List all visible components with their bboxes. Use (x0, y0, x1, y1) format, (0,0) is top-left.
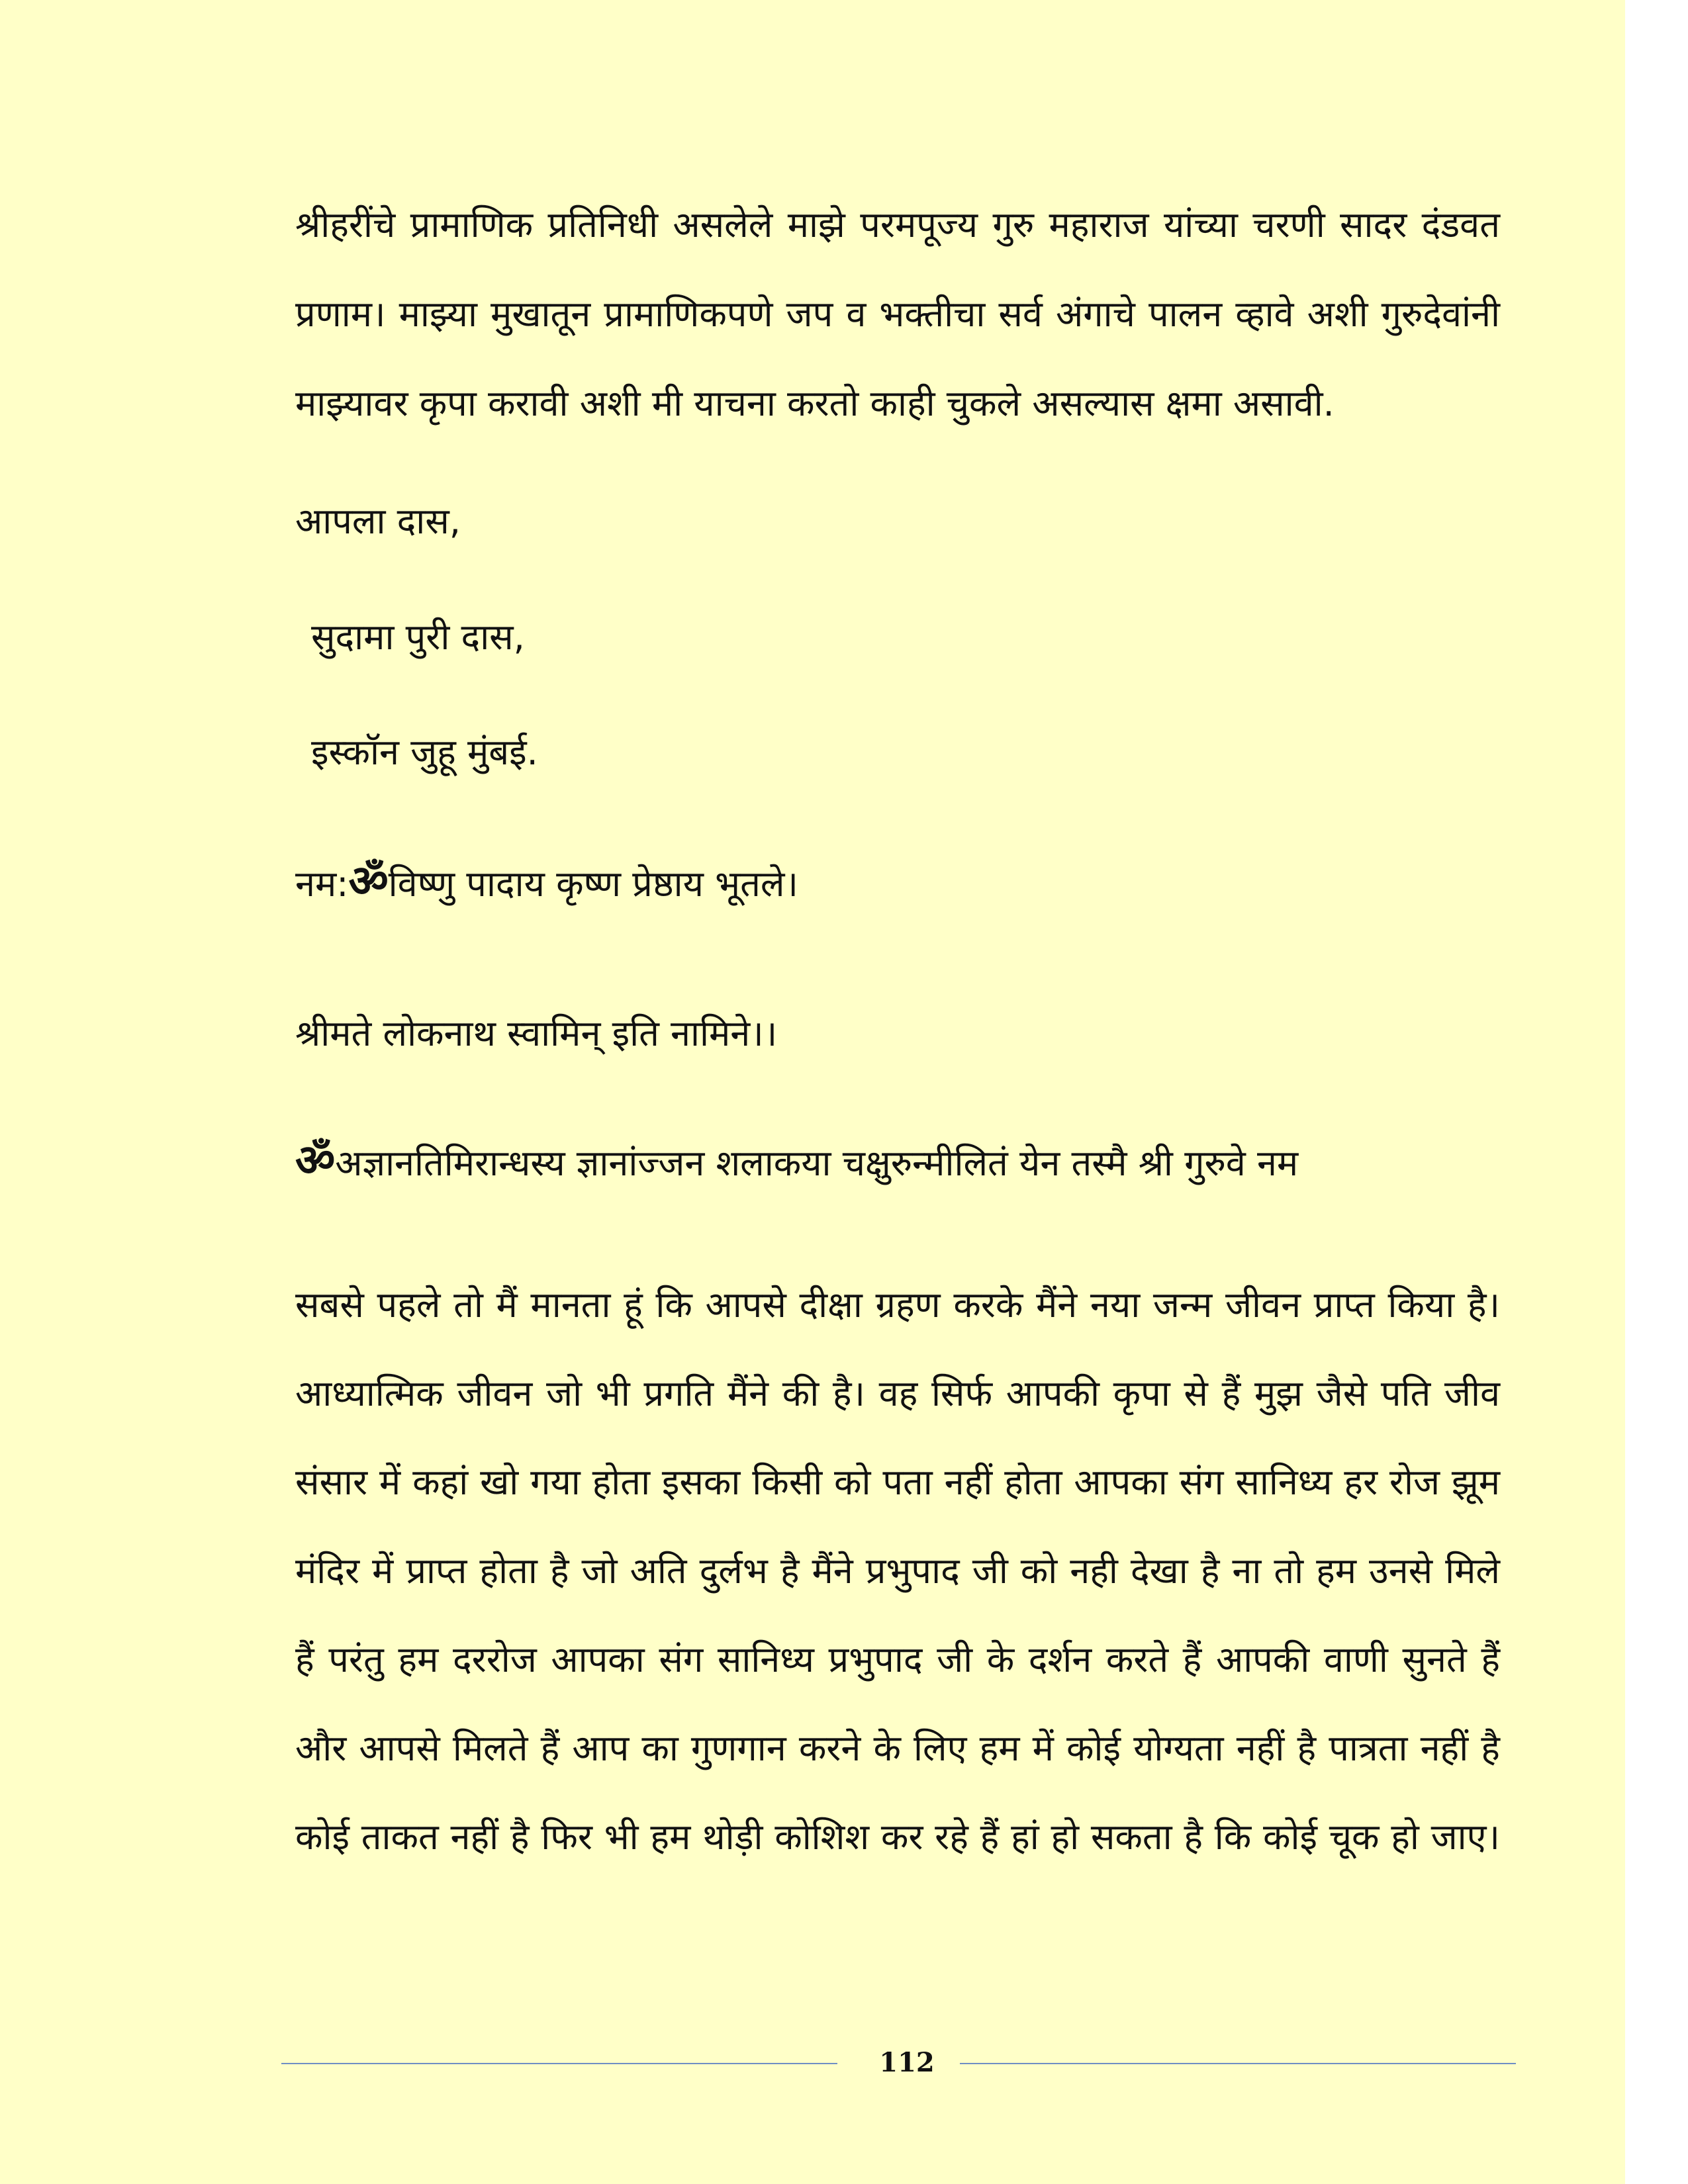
marathi-line-1: श्रीहरींचे प्रामाणिक प्रतिनिधी असलेले माझे परमपूज्य गुरु महाराज यांच्या चरणी सादर दंडवत (295, 204, 1500, 246)
hindi-line-1: सबसे पहले तो मैं मानता हूं कि आपसे दीक्षा ग्रहण करके मैंने नया जन्म जीवन प्राप्त किया है। (295, 1284, 1500, 1326)
om-symbol-icon: ॐ (348, 856, 389, 907)
hindi-line-6: और आपसे मिलते हैं आप का गुणगान करने के लिए हम में कोई योग्यता नहीं है पात्रता नहीं है (295, 1727, 1500, 1769)
page-number: 112 (879, 2047, 935, 2078)
hindi-line-3: संसार में कहां खो गया होता इसका किसी को पता नहीं होता आपका संग सानिध्य हर रोज झूम (295, 1461, 1500, 1503)
signature-name: सुदामा पुरी दास, (311, 616, 525, 658)
signature-closing: आपला दास, (295, 500, 461, 542)
mantra-line-1 (295, 855, 798, 911)
mantra-line-2: श्रीमते लोकनाथ स्वामिन् इति नामिने।। (295, 1013, 778, 1054)
hindi-line-7: कोई ताकत नहीं है फिर भी हम थोड़ी कोशिश कर रहे हैं हां हो सकता है कि कोई चूक हो जाए। (295, 1816, 1500, 1858)
footer-rule-left (281, 2063, 837, 2064)
marathi-line-2: प्रणाम। माझ्या मुखातून प्रामाणिकपणे जप व भक्तीचा सर्व अंगाचे पालन व्हावे अशी गुरुदेवांनी (295, 293, 1500, 335)
mantra-1-text: विष्णु पादाय कृष्ण प्रेष्ठाय भूतले। (388, 863, 798, 905)
om-symbol-icon: ॐ (295, 1135, 336, 1186)
mantra-1-prefix: नम: (295, 863, 349, 905)
hindi-line-4: मंदिर में प्राप्त होता है जो अति दुर्लभ है मैंने प्रभुपाद जी को नही देखा है ना तो हम उनसे मिले (295, 1550, 1500, 1592)
hindi-line-5: हैं परंतु हम दररोज आपका संग सानिध्य प्रभुपाद जी के दर्शन करते हैं आपकी वाणी सुनते हैं (295, 1639, 1500, 1680)
signature-place: इस्कॉन जुहू मुंबई. (311, 731, 538, 773)
mantra-line-3 (295, 1134, 1298, 1190)
marathi-line-3: माझ्यावर कृपा करावी अशी मी याचना करतो काही चुकले असल्यास क्षमा असावी. (295, 383, 1335, 424)
footer-rule-right (960, 2063, 1516, 2064)
hindi-line-2: आध्यात्मिक जीवन जो भी प्रगति मैंने की है। वह सिर्फ आपकी कृपा से हैं मुझ जैसे पति जीव (295, 1373, 1500, 1414)
mantra-3-text: अज्ञानतिमिरान्धस्य ज्ञानांज्जन शलाकया चक्षुरुन्मीलितं येन तस्मै श्री गुरुवे नम (335, 1142, 1299, 1184)
